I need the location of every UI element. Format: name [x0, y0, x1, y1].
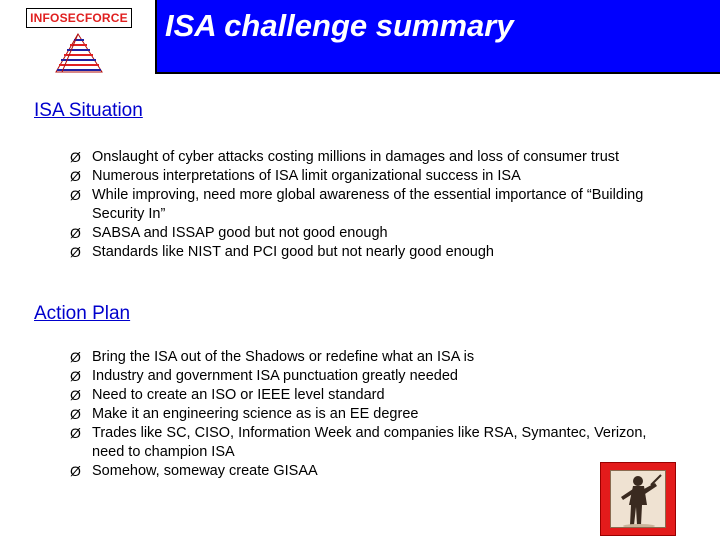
infosecforce-logo-icon [54, 32, 104, 74]
list-item-text: While improving, need more global awareness of the essential importance of “Building Security In” [92, 187, 644, 222]
arrow-bullet-icon: Ø [70, 463, 81, 479]
section-heading-situation: ISA Situation [34, 100, 143, 121]
list-item [70, 167, 660, 186]
arrow-bullet-icon: Ø [70, 349, 81, 365]
logo-text: INFOSECFORCE [30, 11, 128, 25]
soldier-figure-icon [611, 471, 666, 528]
badge-photo-frame [610, 470, 666, 528]
action-plan-bullet-list [70, 348, 660, 481]
logo-box [26, 8, 132, 28]
arrow-bullet-icon: Ø [70, 244, 81, 260]
list-item [70, 462, 660, 481]
arrow-bullet-icon: Ø [70, 149, 81, 165]
list-item [70, 348, 660, 367]
list-item-text: Make it an engineering science as is an EE degree [92, 406, 419, 422]
list-item [70, 424, 660, 462]
slide-title: ISA challenge summary [165, 8, 514, 43]
arrow-bullet-icon: Ø [70, 425, 81, 441]
arrow-bullet-icon: Ø [70, 168, 81, 184]
list-item-text: Onslaught of cyber attacks costing millions in damages and loss of consumer trust [92, 149, 620, 165]
list-item-text: Numerous interpretations of ISA limit organizational success in ISA [92, 168, 521, 184]
situation-bullet-list [70, 148, 660, 262]
list-item-text: Industry and government ISA punctuation greatly needed [92, 368, 458, 384]
soldier-badge [600, 462, 676, 536]
title-bar [155, 0, 720, 74]
list-item [70, 405, 660, 424]
list-item-text: Trades like SC, CISO, Information Week and companies like RSA, Symantec, Verizon, need to champion ISA [92, 425, 647, 460]
section-heading-action-plan: Action Plan [34, 303, 131, 324]
arrow-bullet-icon: Ø [70, 387, 81, 403]
arrow-bullet-icon: Ø [70, 225, 81, 241]
list-item-text: Standards like NIST and PCI good but not nearly good enough [92, 244, 494, 260]
list-item-text: Somehow, someway create GISAA [92, 463, 318, 479]
list-item [70, 224, 660, 243]
list-item-text: Bring the ISA out of the Shadows or redefine what an ISA is [92, 349, 475, 365]
arrow-bullet-icon: Ø [70, 187, 81, 203]
list-item-text: SABSA and ISSAP good but not good enough [92, 225, 388, 241]
list-item-text: Need to create an ISO or IEEE level standard [92, 387, 385, 403]
arrow-bullet-icon: Ø [70, 368, 81, 384]
list-item [70, 186, 660, 224]
list-item [70, 367, 660, 386]
list-item [70, 243, 660, 262]
list-item [70, 386, 660, 405]
arrow-bullet-icon: Ø [70, 406, 81, 422]
list-item [70, 148, 660, 167]
